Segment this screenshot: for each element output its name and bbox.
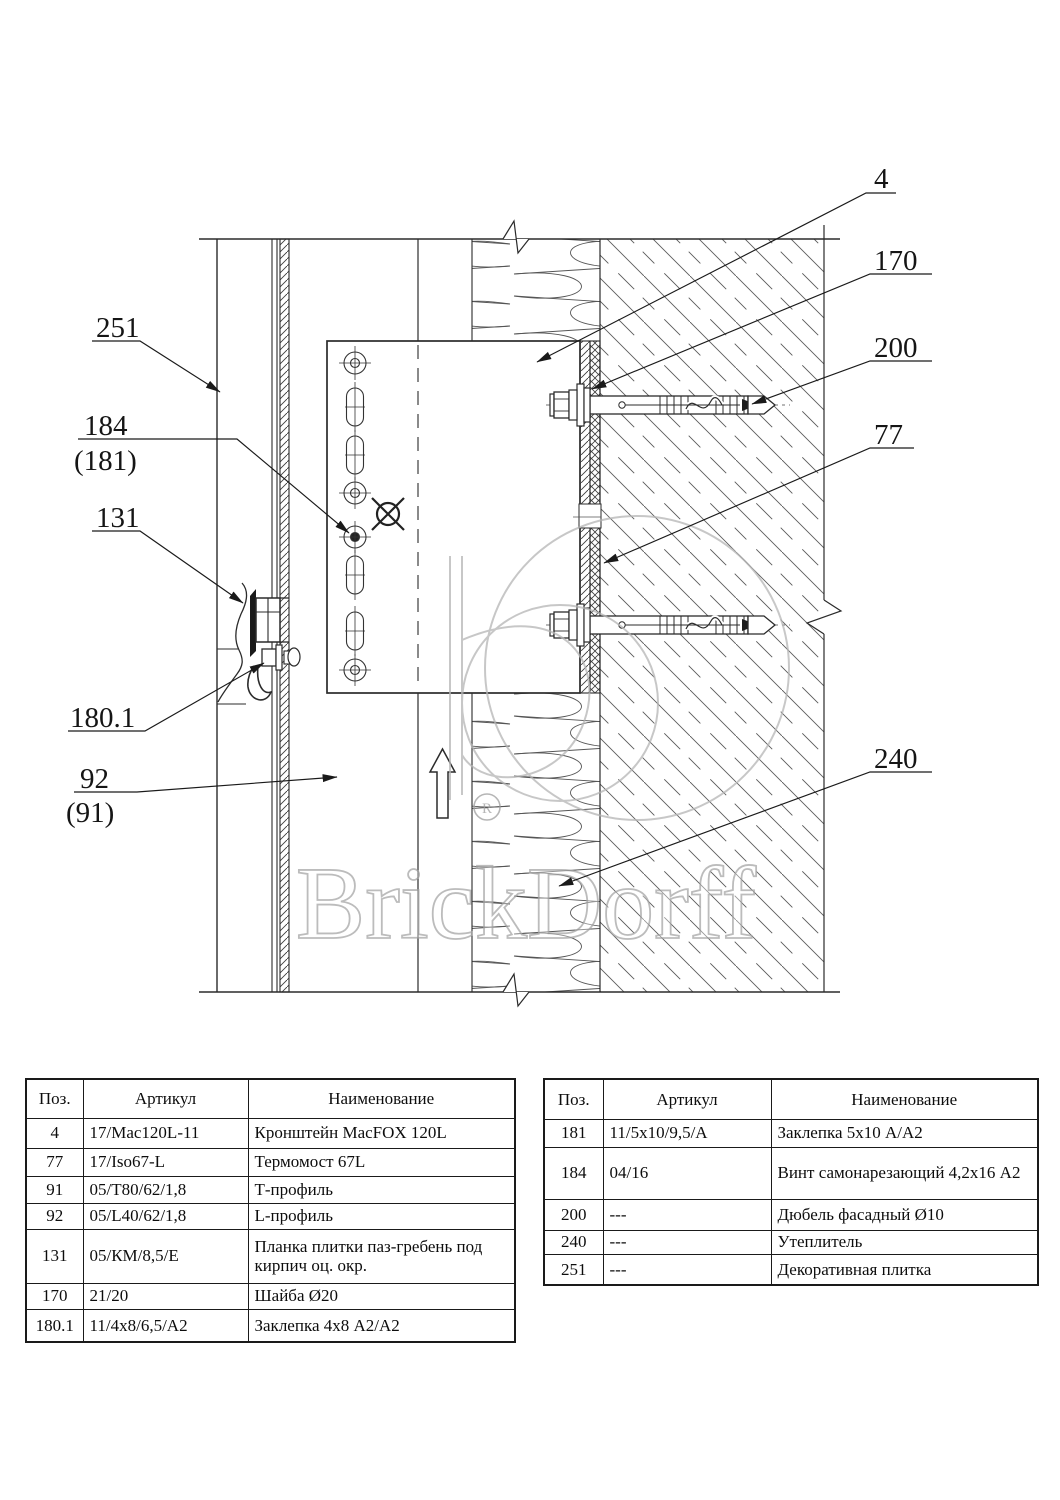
col-header-art: Артикул bbox=[83, 1079, 248, 1118]
cell-pos: 200 bbox=[544, 1199, 603, 1230]
callout-240: 240 bbox=[874, 743, 918, 775]
watermark-text: BrickDorff bbox=[295, 846, 757, 961]
callout-77: 77 bbox=[874, 419, 903, 451]
cell-name: Заклепка 5x10 А/А2 bbox=[771, 1119, 1038, 1147]
cell-pos: 4 bbox=[26, 1118, 83, 1148]
callout-92: 92 bbox=[80, 763, 109, 795]
table-row bbox=[544, 1254, 1038, 1285]
parts-table-right bbox=[543, 1078, 1039, 1286]
table-row bbox=[26, 1148, 515, 1176]
cell-name: Винт самонарезающий 4,2x16 А2 bbox=[771, 1147, 1038, 1199]
cell-pos: 77 bbox=[26, 1148, 83, 1176]
callout-91: (91) bbox=[66, 797, 115, 829]
table-row bbox=[544, 1119, 1038, 1147]
col-header-name: Наименование bbox=[771, 1079, 1038, 1119]
callout-4: 4 bbox=[874, 163, 889, 195]
cell-art: 05/T80/62/1,8 bbox=[83, 1176, 248, 1203]
table-row bbox=[26, 1309, 515, 1342]
cell-name: Термомост 67L bbox=[248, 1148, 515, 1176]
table-row bbox=[26, 1229, 515, 1283]
cell-pos: 180.1 bbox=[26, 1309, 83, 1342]
col-header-art: Артикул bbox=[603, 1079, 771, 1119]
cell-name: Заклепка 4x8 А2/А2 bbox=[248, 1309, 515, 1342]
registered-letter: R bbox=[481, 801, 493, 817]
cell-name: Дюбель фасадный Ø10 bbox=[771, 1199, 1038, 1230]
cell-art: --- bbox=[603, 1199, 771, 1230]
callout-170: 170 bbox=[874, 245, 918, 277]
cell-pos: 181 bbox=[544, 1119, 603, 1147]
cell-art: --- bbox=[603, 1254, 771, 1285]
clip-flange bbox=[250, 589, 256, 657]
rivet bbox=[262, 645, 300, 670]
col-header-pos: Поз. bbox=[26, 1079, 83, 1118]
hex-head bbox=[554, 392, 569, 418]
table-row bbox=[26, 1203, 515, 1229]
cell-name: Т-профиль bbox=[248, 1176, 515, 1203]
cell-pos: 251 bbox=[544, 1254, 603, 1285]
table-header-row bbox=[544, 1079, 1038, 1119]
cell-art: 05/L40/62/1,8 bbox=[83, 1203, 248, 1229]
callout-251: 251 bbox=[96, 312, 140, 344]
table-row bbox=[544, 1199, 1038, 1230]
cell-name: L-профиль bbox=[248, 1203, 515, 1229]
table-row bbox=[26, 1176, 515, 1203]
cell-pos: 170 bbox=[26, 1283, 83, 1309]
table-row bbox=[544, 1147, 1038, 1199]
table-row bbox=[544, 1230, 1038, 1254]
cell-name: Шайба Ø20 bbox=[248, 1283, 515, 1309]
cell-pos: 131 bbox=[26, 1229, 83, 1283]
cell-pos: 92 bbox=[26, 1203, 83, 1229]
bracket-macfox bbox=[327, 341, 580, 693]
cell-name: Планка плитки паз-гребень под кирпич оц. окр. bbox=[248, 1229, 515, 1283]
cell-pos: 240 bbox=[544, 1230, 603, 1254]
parts-table-left bbox=[25, 1078, 516, 1343]
table-row bbox=[26, 1118, 515, 1148]
leader-131 bbox=[92, 531, 243, 603]
leader-92 bbox=[74, 777, 337, 792]
cell-art: 04/16 bbox=[603, 1147, 771, 1199]
leader-251 bbox=[92, 341, 220, 392]
cell-pos: 91 bbox=[26, 1176, 83, 1203]
col-header-pos: Поз. bbox=[544, 1079, 603, 1119]
tile-groove-profile bbox=[218, 583, 247, 702]
callout-184: 184 bbox=[84, 410, 128, 442]
fixed-point-symbol bbox=[372, 498, 404, 530]
cell-art: 17/Mac120L-11 bbox=[83, 1118, 248, 1148]
airflow-up-arrow bbox=[430, 749, 455, 818]
callout-131: 131 bbox=[96, 502, 140, 534]
callout-180-1: 180.1 bbox=[70, 702, 136, 734]
cell-name: Кронштейн MacFOX 120L bbox=[248, 1118, 515, 1148]
clip-hook bbox=[248, 666, 271, 700]
cell-art: 17/Iso67-L bbox=[83, 1148, 248, 1176]
table-row bbox=[26, 1283, 515, 1309]
callout-200: 200 bbox=[874, 332, 918, 364]
cell-name: Декоративная плитка bbox=[771, 1254, 1038, 1285]
cell-art: 11/5x10/9,5/А bbox=[603, 1119, 771, 1147]
cell-art: 21/20 bbox=[83, 1283, 248, 1309]
cell-art: 05/КМ/8,5/Е bbox=[83, 1229, 248, 1283]
cell-pos: 184 bbox=[544, 1147, 603, 1199]
cell-art: 11/4x8/6,5/А2 bbox=[83, 1309, 248, 1342]
cell-name: Утеплитель bbox=[771, 1230, 1038, 1254]
callout-181: (181) bbox=[74, 445, 137, 477]
col-header-name: Наименование bbox=[248, 1079, 515, 1118]
table-header-row bbox=[26, 1079, 515, 1118]
washer bbox=[577, 384, 584, 426]
cell-art: --- bbox=[603, 1230, 771, 1254]
